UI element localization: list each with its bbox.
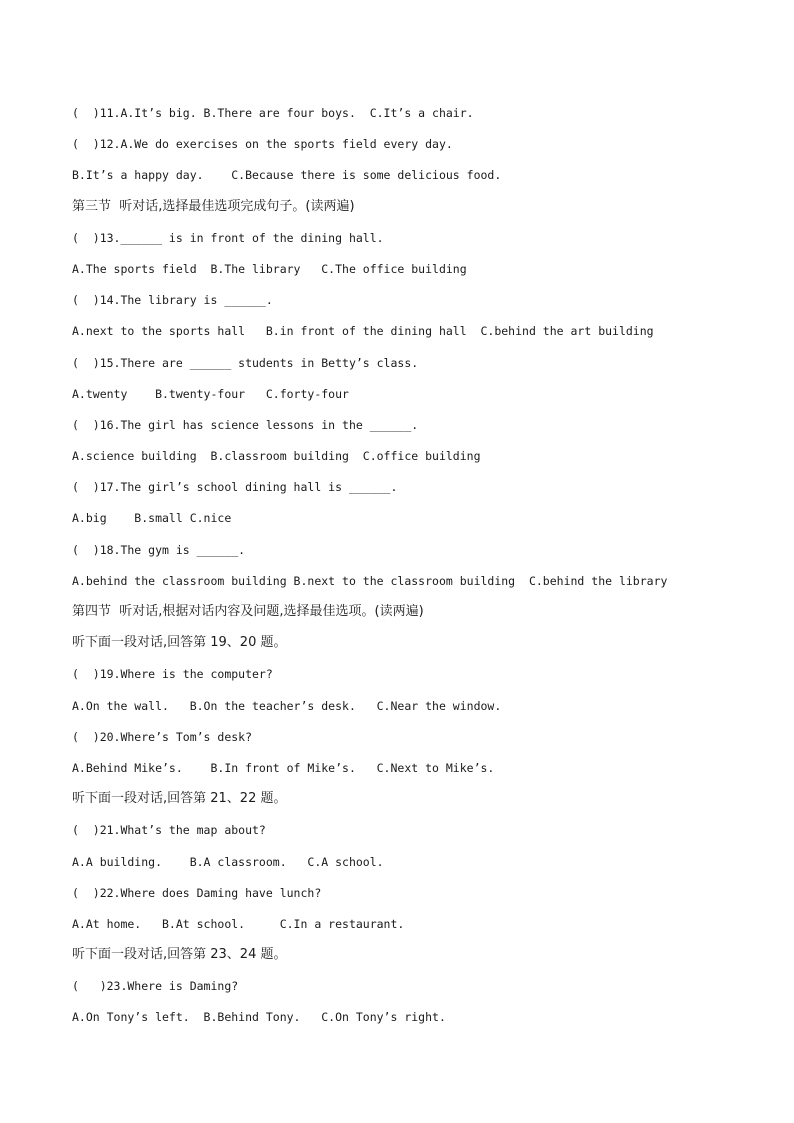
section-3-heading: 第三节 听对话,选择最佳选项完成句子。(读两遍) [72,198,355,214]
document-page [72,102,772,1038]
dialogue-21-22-intro: 听下面一段对话,回答第 21、22 题。 [72,791,287,807]
question-20-options: A.Behind Mike’s. B.In front of Mike’s. C.Next to Mike’s. [72,760,495,775]
question-14: ( )14.The library is ______. [72,293,273,308]
question-18-options: A.behind the classroom building B.next to the classroom building C.behind the library [72,573,668,588]
question-15: ( )15.There are ______ students in Betty’s class. [72,355,419,370]
question-22: ( )22.Where does Daming have lunch? [72,885,322,900]
question-23-options: A.On Tony’s left. B.Behind Tony. C.On Tony’s right. [72,1010,446,1025]
section-4-heading: 第四节 听对话,根据对话内容及问题,选择最佳选项。(读两遍) [72,604,424,619]
question-21: ( )21.What’s the map about? [72,823,266,838]
question-23: ( )23.Where is Daming? [72,979,239,994]
question-16-options: A.science building B.classroom building C.office building [72,449,481,464]
question-14-options: A.next to the sports hall B.in front of the dining hall C.behind the art building [72,324,654,339]
question-19: ( )19.Where is the computer? [72,667,273,682]
question-19-options: A.On the wall. B.On the teacher’s desk. C.Near the window. [72,698,502,713]
question-20: ( )20.Where’s Tom’s desk? [72,729,253,744]
question-16: ( )16.The girl has science lessons in the ______. [72,417,419,432]
dialogue-23-24-intro: 听下面一段对话,回答第 23、24 题。 [72,947,287,963]
question-12: ( )12.A.We do exercises on the sports field every day. [72,137,453,152]
question-17-options: A.big B.small C.nice [72,511,232,526]
question-11: ( )11.A.It’s big. B.There are four boys. C.It’s a chair. [72,106,474,120]
question-21-options: A.A building. B.A classroom. C.A school. [72,854,384,869]
question-12-options: B.It’s a happy day. C.Because there is some delicious food. [72,168,502,183]
question-13: ( )13.______ is in front of the dining hall. [72,230,384,245]
question-22-options: A.At home. B.At school. C.In a restaurant. [72,916,405,931]
dialogue-19-20-intro: 听下面一段对话,回答第 19、20 题。 [72,635,287,651]
question-17: ( )17.The girl’s school dining hall is ______. [72,480,398,495]
question-15-options: A.twenty B.twenty-four C.forty-four [72,386,349,401]
question-18: ( )18.The gym is ______. [72,542,246,557]
question-13-options: A.The sports field B.The library C.The office building [72,261,467,276]
